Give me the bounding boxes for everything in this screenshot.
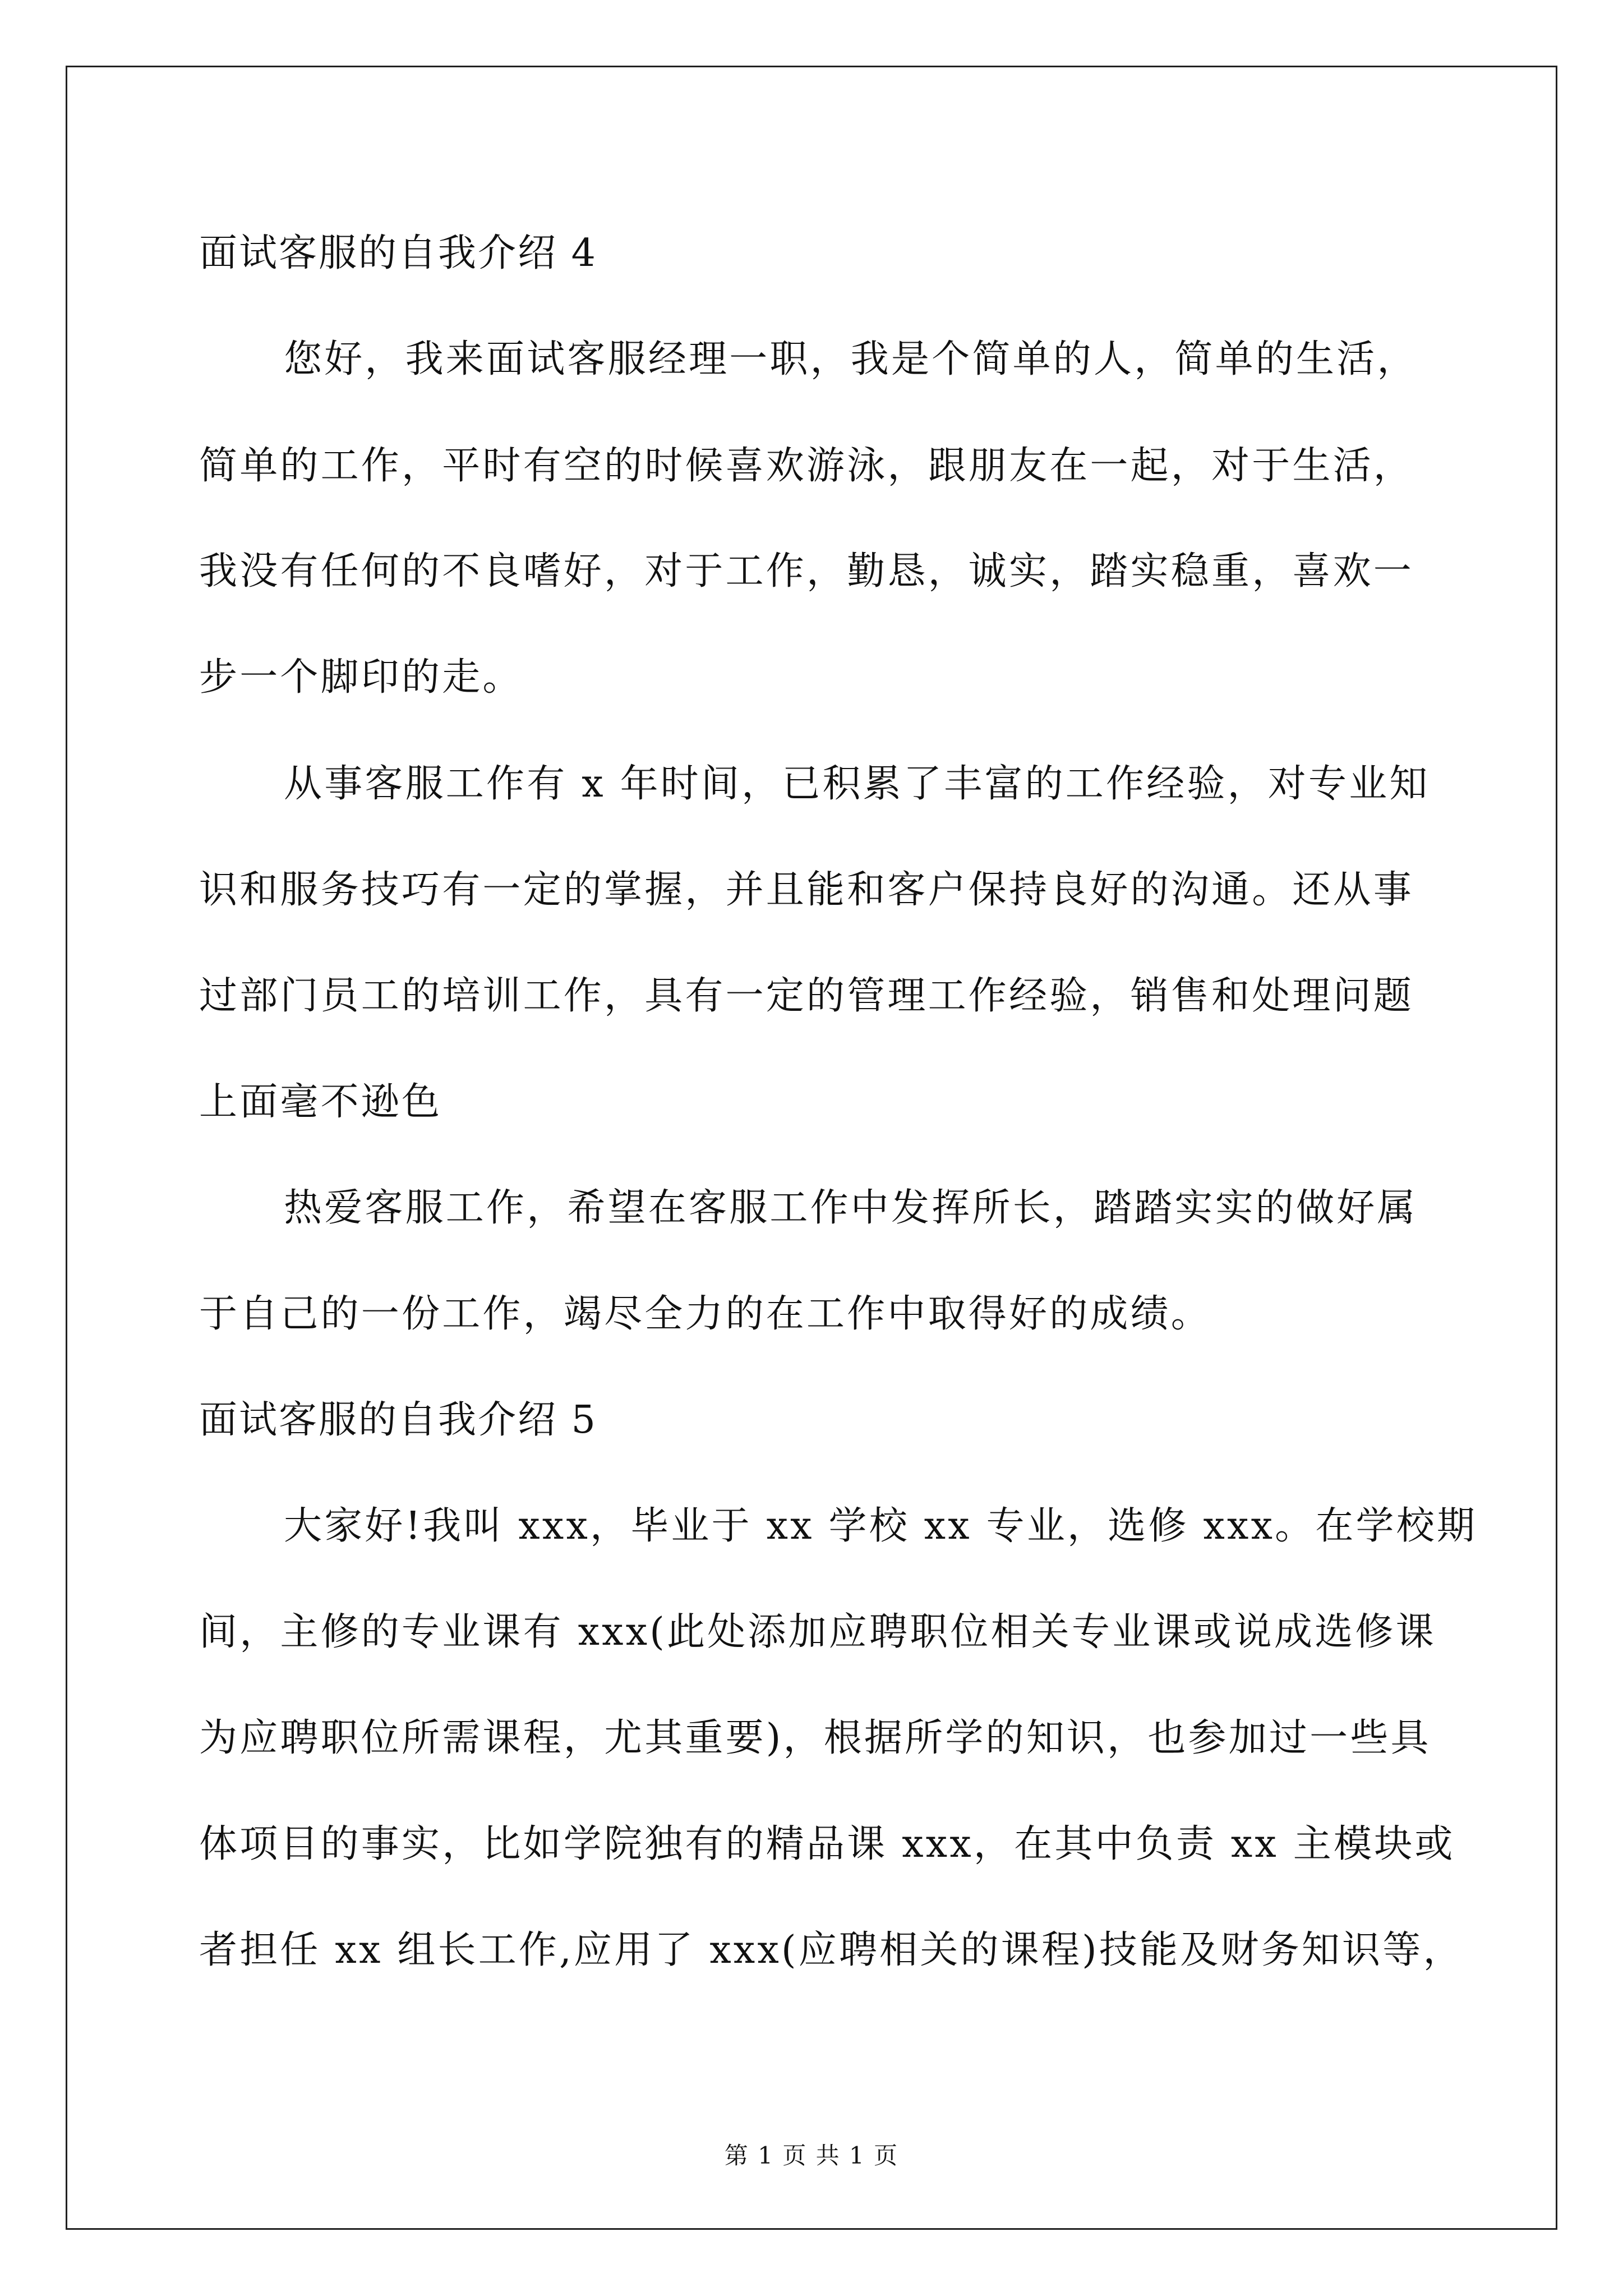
page-border — [66, 66, 1557, 2230]
paragraph-line: 间，主修的专业课有 xxx(此处添加应聘职位相关专业课或说成选修课 — [199, 1610, 1436, 1654]
paragraph-line: 大家好!我叫 xxx，毕业于 xx 学校 xx 专业，选修 xxx。在学校期 — [284, 1504, 1478, 1548]
paragraph-line: 步一个脚印的走。 — [199, 655, 523, 700]
paragraph-line: 于自己的一份工作，竭尽全力的在工作中取得好的成绩。 — [199, 1292, 1212, 1336]
paragraph-line: 从事客服工作有 x 年时间，已积累了丰富的工作经验，对专业知 — [284, 762, 1430, 806]
page-number-footer: 第 1 页 共 1 页 — [724, 2142, 899, 2169]
paragraph-line: 热爱客服工作，希望在客服工作中发挥所长，踏踏实实的做好属 — [284, 1186, 1418, 1230]
section-heading-5: 面试客服的自我介绍 5 — [199, 1398, 597, 1442]
section-heading-4: 面试客服的自我介绍 4 — [199, 231, 597, 275]
paragraph-line: 体项目的事实，比如学院独有的精品课 xxx，在其中负责 xx 主模块或 — [199, 1822, 1455, 1866]
paragraph-line: 者担任 xx 组长工作,应用了 xxx(应聘相关的课程)技能及财务知识等， — [199, 1928, 1464, 1972]
paragraph-line: 上面毫不逊色 — [199, 1080, 442, 1124]
paragraph-line: 过部门员工的培训工作，具有一定的管理工作经验，销售和处理问题 — [199, 974, 1414, 1018]
paragraph-line: 为应聘职位所需课程，尤其重要)，根据所学的知识，也参加过一些具 — [199, 1716, 1431, 1760]
paragraph-line: 我没有任何的不良嗜好，对于工作，勤恳，诚实，踏实稳重，喜欢一 — [199, 549, 1414, 593]
paragraph-line: 您好，我来面试客服经理一职，我是个简单的人，简单的生活， — [284, 337, 1418, 381]
paragraph-line: 简单的工作，平时有空的时候喜欢游泳，跟朋友在一起，对于生活， — [199, 444, 1414, 488]
paragraph-line: 识和服务技巧有一定的掌握，并且能和客户保持良好的沟通。还从事 — [199, 868, 1414, 912]
